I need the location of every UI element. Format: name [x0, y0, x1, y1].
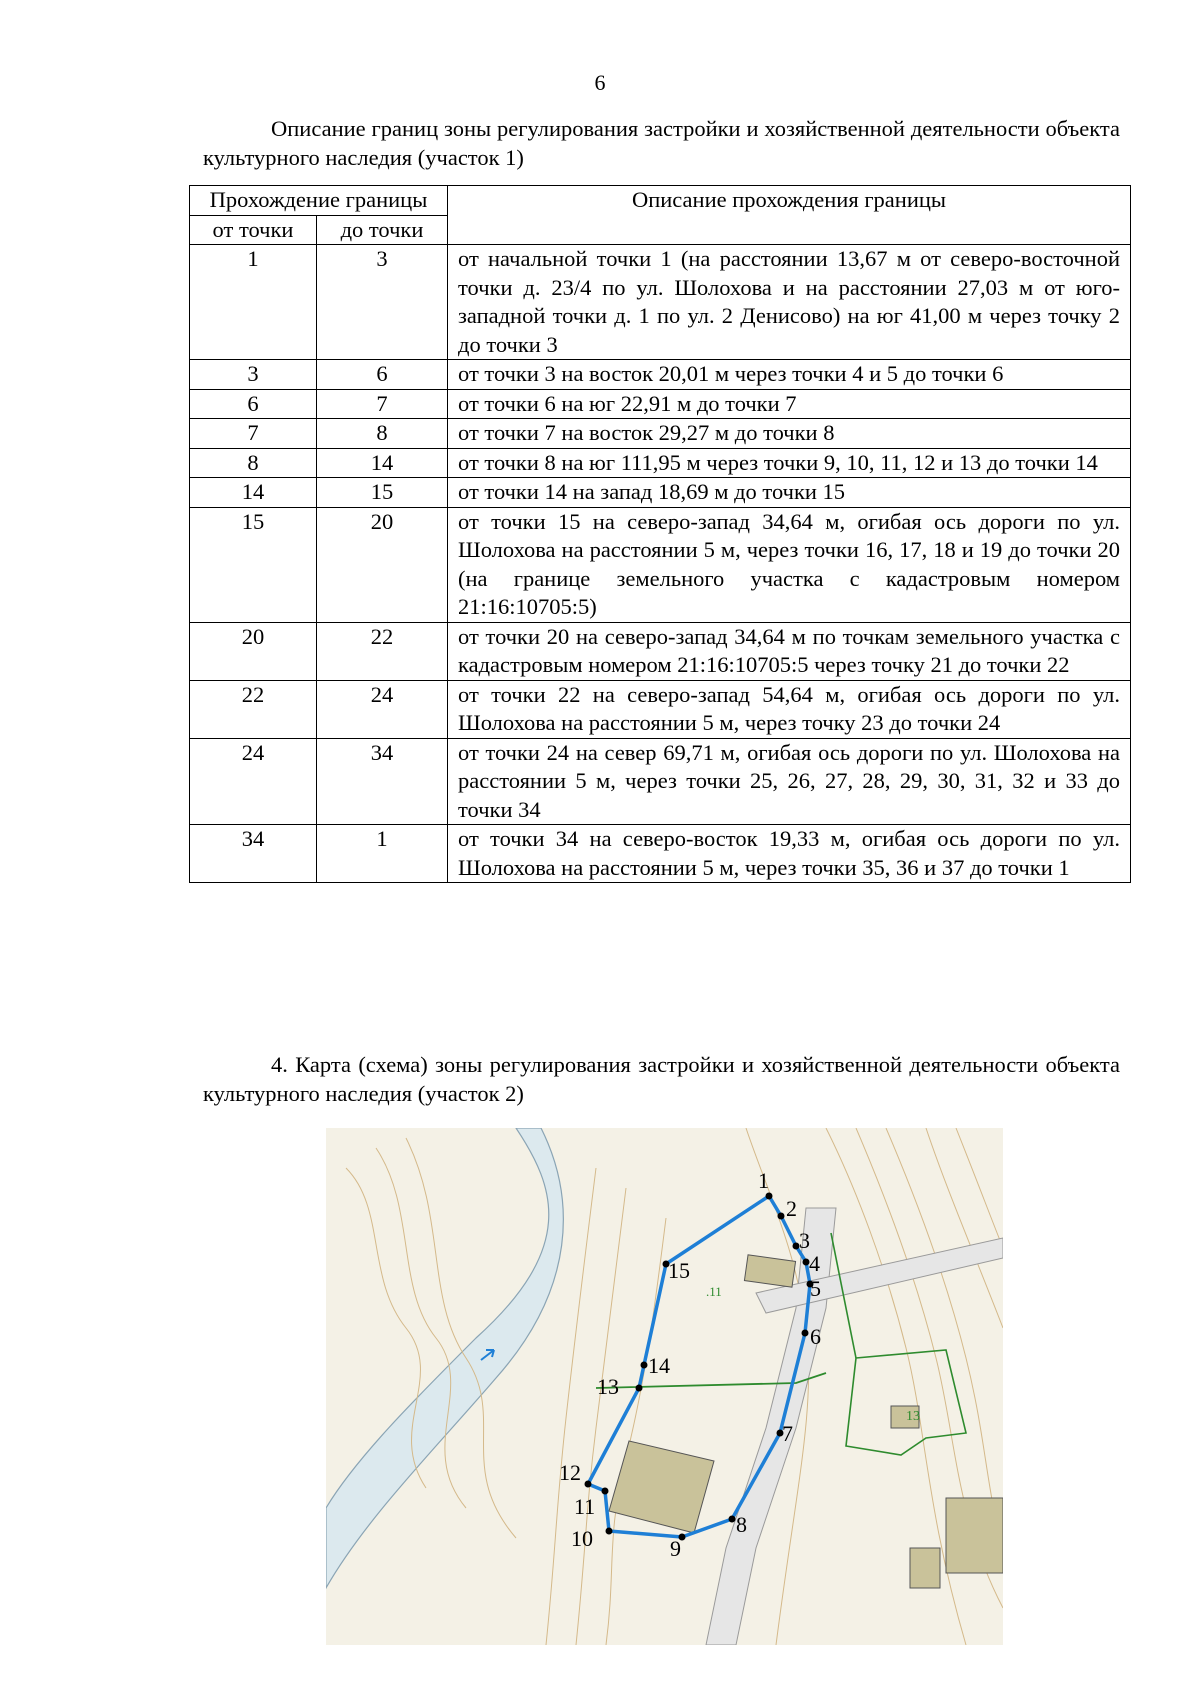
vertex-label: 8	[736, 1512, 747, 1537]
table-header-row	[190, 186, 1131, 216]
vertex-label: 15	[668, 1258, 690, 1283]
page-number: 6	[594, 70, 606, 95]
cell-description: от начальной точки 1 (на расстоянии 13,67 м от северо-восточной точки д. 23/4 по ул. Шолохова и на расстоянии 27,03 м от юго-западной точки д. 1 по ул. 2 Денисово) на юг 41,00 м через точку 2 до точки 3	[448, 245, 1131, 360]
parcel-label: .11	[706, 1284, 722, 1299]
cell-to: 7	[317, 389, 448, 419]
cell-description: от точки 20 на северо-запад 34,64 м по точкам земельного участка с кадастровым номером 21:16:10705:5 через точку 21 до точки 22	[448, 622, 1131, 680]
vertex-dot	[602, 1488, 609, 1495]
vertex-label: 9	[670, 1536, 681, 1561]
cell-from: 24	[190, 738, 317, 825]
vertex-label: 7	[782, 1421, 793, 1446]
cell-description: от точки 24 на север 69,71 м, огибая ось дороги по ул. Шолохова на расстоянии 5 м, через точки 25, 26, 27, 28, 29, 30, 31, 32 и 33 до точки 34	[448, 738, 1131, 825]
cell-to: 3	[317, 245, 448, 360]
vertex-label: 5	[810, 1276, 821, 1301]
building	[910, 1548, 940, 1588]
cell-to: 34	[317, 738, 448, 825]
cell-from: 6	[190, 389, 317, 419]
table-row	[190, 419, 1131, 449]
cell-to: 24	[317, 680, 448, 738]
cell-from: 22	[190, 680, 317, 738]
cell-description: от точки 15 на северо-запад 34,64 м, огибая ось дороги по ул. Шолохова на расстоянии 5 м, через точки 16, 17, 18 и 19 до точки 20 (на границе земельного участка с кадастровым номером 21:16:10705:5)	[448, 507, 1131, 622]
header-passage: Прохождение границы	[190, 186, 448, 216]
cell-from: 7	[190, 419, 317, 449]
table-row	[190, 825, 1131, 883]
vertex-label: 11	[574, 1494, 596, 1519]
vertex-label: 4	[809, 1251, 820, 1276]
table-row	[190, 478, 1131, 508]
cell-description: от точки 34 на северо-восток 19,33 м, огибая ось дороги по ул. Шолохова на расстоянии 5 м, через точки 35, 36 и 37 до точки 1	[448, 825, 1131, 883]
header-from: от точки	[190, 215, 317, 245]
cell-from: 34	[190, 825, 317, 883]
vertex-dot	[729, 1516, 736, 1523]
vertex-label: 6	[810, 1324, 821, 1349]
header-description: Описание прохождения границы	[448, 186, 1131, 245]
zone-map	[326, 1128, 1003, 1645]
cell-to: 8	[317, 419, 448, 449]
cell-to: 20	[317, 507, 448, 622]
map-svg	[326, 1128, 1003, 1645]
cell-description: от точки 3 на восток 20,01 м через точки 4 и 5 до точки 6	[448, 360, 1131, 390]
vertex-dot	[766, 1193, 773, 1200]
cell-from: 8	[190, 448, 317, 478]
cell-from: 14	[190, 478, 317, 508]
cell-description: от точки 8 на юг 111,95 м через точки 9, 10, 11, 12 и 13 до точки 14	[448, 448, 1131, 478]
table-row	[190, 245, 1131, 360]
cell-description: от точки 7 на восток 29,27 м до точки 8	[448, 419, 1131, 449]
cell-description: от точки 6 на юг 22,91 м до точки 7	[448, 389, 1131, 419]
section4-heading: 4. Карта (схема) зоны регулирования застройки и хозяйственной деятельности объекта культурного наследия (участок 2)	[203, 1052, 1120, 1106]
vertex-label: 13	[597, 1374, 619, 1399]
vertex-label: 2	[786, 1196, 797, 1221]
cell-description: от точки 22 на северо-запад 54,64 м, огибая ось дороги по ул. Шолохова на расстоянии 5 м, через точку 23 до точки 24	[448, 680, 1131, 738]
boundary-table	[189, 185, 1131, 883]
cell-from: 3	[190, 360, 317, 390]
vertex-label: 10	[571, 1526, 593, 1551]
table-row	[190, 448, 1131, 478]
vertex-dot	[636, 1385, 643, 1392]
cell-to: 1	[317, 825, 448, 883]
vertex-label: 3	[799, 1228, 810, 1253]
vertex-label: 1	[758, 1168, 769, 1193]
table-row	[190, 389, 1131, 419]
vertex-dot	[778, 1213, 785, 1220]
vertex-dot	[802, 1330, 809, 1337]
parcel-label: 13	[906, 1409, 920, 1424]
vertex-dot	[606, 1528, 613, 1535]
table-row	[190, 622, 1131, 680]
vertex-dot	[641, 1362, 648, 1369]
cell-to: 15	[317, 478, 448, 508]
cell-from: 20	[190, 622, 317, 680]
cell-from: 1	[190, 245, 317, 360]
cell-description: от точки 14 на запад 18,69 м до точки 15	[448, 478, 1131, 508]
vertex-label: 12	[559, 1460, 581, 1485]
building	[946, 1498, 1003, 1573]
intro-heading: Описание границ зоны регулирования застройки и хозяйственной деятельности объекта культурного наследия (участок 1)	[203, 116, 1120, 170]
table-row	[190, 507, 1131, 622]
vertex-dot	[585, 1481, 592, 1488]
cell-to: 14	[317, 448, 448, 478]
vertex-label: 14	[648, 1353, 670, 1378]
table-body	[190, 245, 1131, 883]
table-row	[190, 360, 1131, 390]
header-to: до точки	[317, 215, 448, 245]
cell-to: 22	[317, 622, 448, 680]
table-row	[190, 680, 1131, 738]
cell-to: 6	[317, 360, 448, 390]
table-row	[190, 738, 1131, 825]
cell-from: 15	[190, 507, 317, 622]
